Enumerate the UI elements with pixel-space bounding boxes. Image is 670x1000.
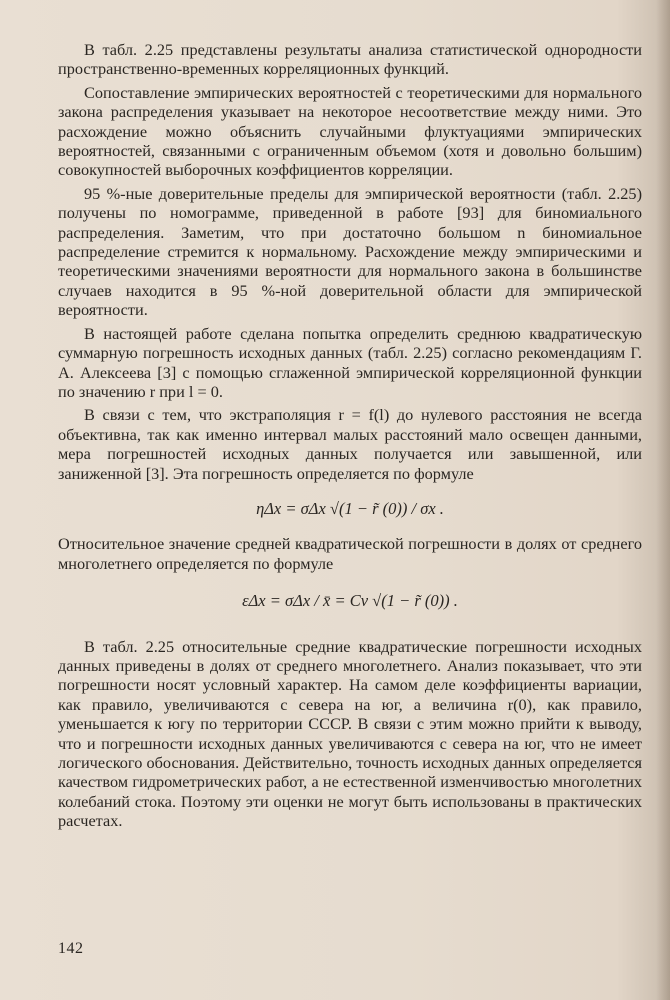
- paragraph-7: В табл. 2.25 относительные средние квадратические погрешности исходных данных приведены в долях от среднего многолетнего. Анализ показывает, что эти погрешности носят условный характер. На самом деле коэффициенты вариации, как правило, увеличиваются с севера на юг, а величина r(0), как правило, уменьшается к югу по территории СССР. В связи с этим можно прийти к выводу, что и погрешности исходных данных увеличиваются с севера на юг, что не имеет логического обоснования. Действительно, точность исходных данных определяется качеством гидрометрических работ, а не естественной изменчивостью многолетних колебаний стока. Поэтому эти оценки не могут быть использованы в практических расчетах.: [58, 636, 642, 831]
- page-number: 142: [58, 940, 84, 957]
- paragraph-6: Относительное значение средней квадратической погрешности в долях от среднего многолетнего определяется по формуле: [58, 534, 642, 573]
- body-text: [58, 40, 642, 835]
- formula-error-measure: ηΔx = σΔx √(1 − r̃ (0)) / σx .: [256, 498, 444, 518]
- formula-relative-error: εΔx = σΔx / x̄ = Cv √(1 − r̃ (0)) .: [242, 591, 458, 611]
- paragraph-2: Сопоставление эмпирических вероятностей с теоретическими для нормального закона распределения указывает на некоторое несоответствие между ними. Это расхождение можно объяснить случайными флуктуациями эмпирических вероятностей, связанными с ограниченным объемом (хотя и довольно большим) совокупностей выборочных коэффициентов корреляции.: [58, 82, 642, 180]
- paragraph-5: В связи с тем, что экстраполяция r = f(l) до нулевого расстояния не всегда объективна, так как именно интервал малых расстояний мало освещен данными, мера погрешностей исходных данных получается или завышенной, или заниженной [3]. Эта погрешность определяется по формуле: [58, 405, 642, 483]
- paragraph-1: В табл. 2.25 представлены результаты анализа статистической однородности пространственно-временных корреляционных функций.: [58, 40, 642, 79]
- paragraph-3: 95 %-ные доверительные пределы для эмпирической вероятности (табл. 2.25) получены по номограмме, приведенной в работе [93] для биномиального распределения. Заметим, что при достаточно большом n биномиальное распределение стремится к нормальному. Расхождение между эмпирическими и теоретическими значениями вероятности для нормального закона в большинстве случаев находится в 95 %-ной доверительной области для эмпирической вероятности.: [58, 183, 642, 320]
- page-spine-shadow: [656, 0, 670, 1000]
- paragraph-4: В настоящей работе сделана попытка определить среднюю квадратическую суммарную погрешность исходных данных (табл. 2.25) согласно рекомендациям Г. А. Алексеева [3] с помощью сглаженной эмпирической корреляционной функции по значению r при l = 0.: [58, 323, 642, 401]
